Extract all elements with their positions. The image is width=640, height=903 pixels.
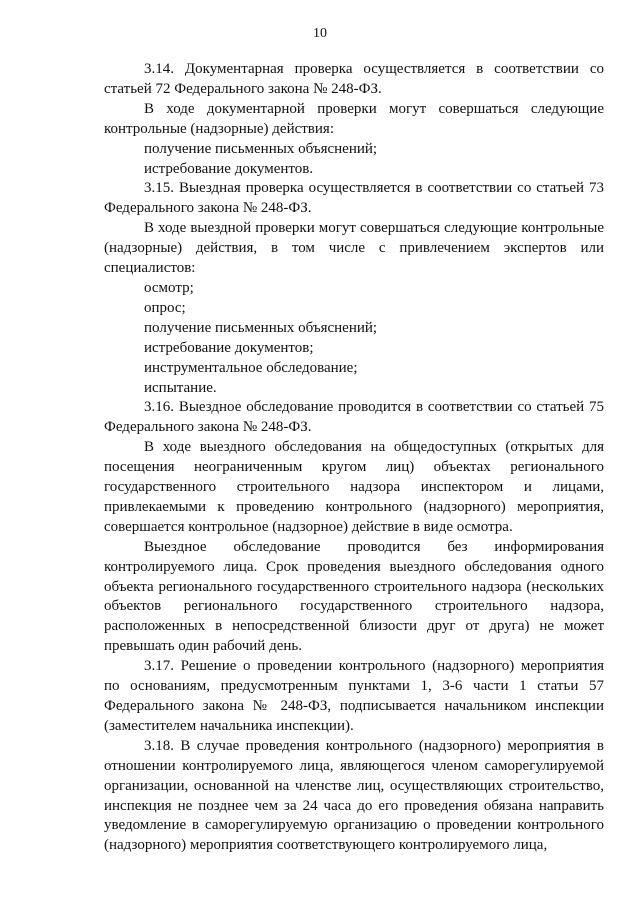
paragraph: 3.15. Выездная проверка осуществляется в соответствии со статьей 73 Федерального закона № 248-ФЗ. [104, 180, 604, 217]
paragraph: Выездное обследование проводится без информирования контролируемого лица. Срок проведения выездного обследования одного объекта регионального государственного строительного надзора (нескольких объектов регионального государственного строительного надзора, расположенных в непосредственной близости друг от друга) не может превышать один рабочий день. [104, 538, 604, 655]
list-item: осмотр; [144, 279, 194, 296]
paragraph: 3.17. Решение о проведении контрольного (надзорного) мероприятия по основаниям, предусмотренным пунктами 1, 3-6 части 1 статьи 57 Федерального закона № 248-ФЗ, подписывается начальником инспекции (заместителем начальника инспекции). [104, 658, 604, 734]
list-item: испытание. [144, 379, 217, 396]
list-item: истребование документов; [144, 339, 314, 356]
paragraph: В ходе выездной проверки могут совершаться следующие контрольные (надзорные) действия, в том числе с привлечением экспертов или специалистов: [104, 220, 604, 277]
list-item: инструментальное обследование; [144, 359, 358, 376]
list-item: опрос; [144, 299, 186, 316]
paragraph: В ходе документарной проверки могут совершаться следующие контрольные (надзорные) действия: [104, 100, 604, 137]
page-number: 10 [313, 26, 327, 41]
paragraph: 3.14. Документарная проверка осуществляется в соответствии со статьей 72 Федерального закона № 248-ФЗ. [104, 61, 604, 97]
paragraph: В ходе выездного обследования на общедоступных (открытых для посещения неограниченным кругом лиц) объектах регионального государственного строительного надзора инспектором и лицами, привлекаемыми к проведению контрольного (надзорного) мероприятия, совершается контрольное (надзорное) действие в виде осмотра. [104, 439, 604, 535]
paragraph: 3.16. Выездное обследование проводится в соответствии со статьей 75 Федерального закона № 248-ФЗ. [104, 399, 604, 436]
paragraph: 3.18. В случае проведения контрольного (надзорного) мероприятия в отношении контролируемого лица, являющегося членом саморегулируемой организации, основанной на членстве лиц, осуществляющих строительство, инспекция не позднее чем за 24 часа до его проведения обязана направить уведомление в саморегулируемую организацию о проведении контрольного (надзорного) мероприятия соответствующего контролируемого лица, [104, 737, 604, 854]
list-item: получение письменных объяснений; [144, 319, 378, 336]
list-item: истребование документов. [144, 160, 314, 177]
list-item: получение письменных объяснений; [144, 140, 378, 157]
document-body [104, 60, 604, 856]
